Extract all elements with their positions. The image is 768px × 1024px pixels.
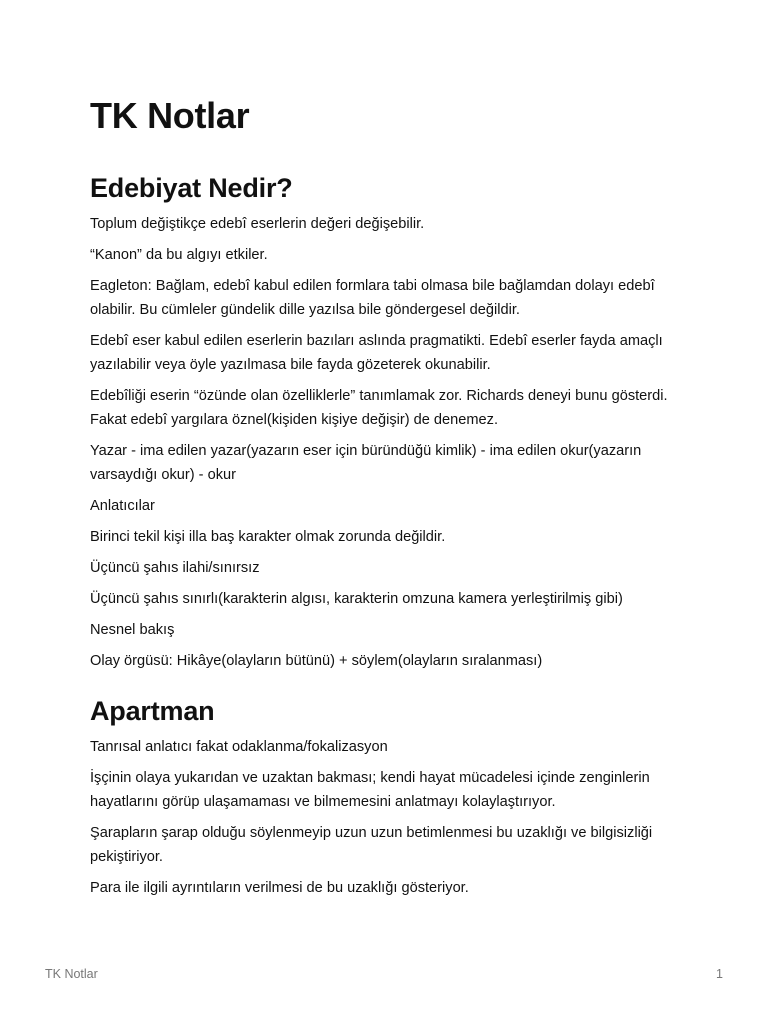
- paragraph: Olay örgüsü: Hikâye(olayların bütünü) + söylem(olayların sıralanması): [90, 653, 543, 669]
- document-page: [90, 94, 682, 907]
- paragraph: Para ile ilgili ayrıntıların verilmesi de bu uzaklığı gösteriyor.: [90, 880, 469, 896]
- section-apartman: [90, 693, 682, 900]
- paragraph: Edebî eser kabul edilen eserlerin bazıları aslında pragmatikti. Edebî eserler fayda amaçlı yazılabilir veya öyle yazılmasa bile fayda gözeterek okunabilir.: [90, 333, 663, 373]
- paragraph: Toplum değiştikçe edebî eserlerin değeri değişebilir.: [90, 216, 425, 232]
- document-title: TK Notlar: [90, 95, 250, 136]
- paragraph: Şarapların şarap olduğu söylenmeyip uzun uzun betimlenmesi bu uzaklığı ve bilgisizliği pekiştiriyor.: [90, 825, 653, 865]
- paragraph: Üçüncü şahıs sınırlı(karakterin algısı, karakterin omzuna kamera yerleştirilmiş gibi): [90, 591, 623, 607]
- paragraph: Birinci tekil kişi illa baş karakter olmak zorunda değildir.: [90, 529, 446, 545]
- paragraph: İşçinin olaya yukarıdan ve uzaktan bakması; kendi hayat mücadelesi içinde zenginlerin hayatlarını görüp ulaşamaması ve bilmemesini anlatmayı kolaylaştırıyor.: [90, 770, 650, 810]
- section-heading: Apartman: [90, 696, 215, 726]
- paragraph: Edebîliği eserin “özünde olan özelliklerle” tanımlamak zor. Richards deneyi bunu gösterdi. Fakat edebî yargılara öznel(kişiden kişiye değişir) de denemez.: [90, 388, 668, 428]
- paragraph: “Kanon” da bu algıyı etkiler.: [90, 247, 268, 263]
- paragraph: Yazar - ima edilen yazar(yazarın eser için büründüğü kimlik) - ima edilen okur(yazarın varsaydığı okur) - okur: [90, 443, 642, 483]
- paragraph: Tanrısal anlatıcı fakat odaklanma/fokalizasyon: [90, 739, 388, 755]
- footer-document-name: TK Notlar: [45, 967, 98, 981]
- paragraph: Üçüncü şahıs ilahi/sınırsız: [90, 560, 260, 576]
- section-heading: Edebiyat Nedir?: [90, 173, 293, 203]
- section-edebiyat-nedir: [90, 170, 682, 673]
- paragraph: Anlatıcılar: [90, 498, 155, 514]
- paragraph: Eagleton: Bağlam, edebî kabul edilen formlara tabi olmasa bile bağlamdan dolayı edebî olabilir. Bu cümleler gündelik dille yazılsa bile göndergesel değildir.: [90, 278, 655, 318]
- footer-page-number: 1: [716, 967, 723, 981]
- paragraph: Nesnel bakış: [90, 622, 175, 638]
